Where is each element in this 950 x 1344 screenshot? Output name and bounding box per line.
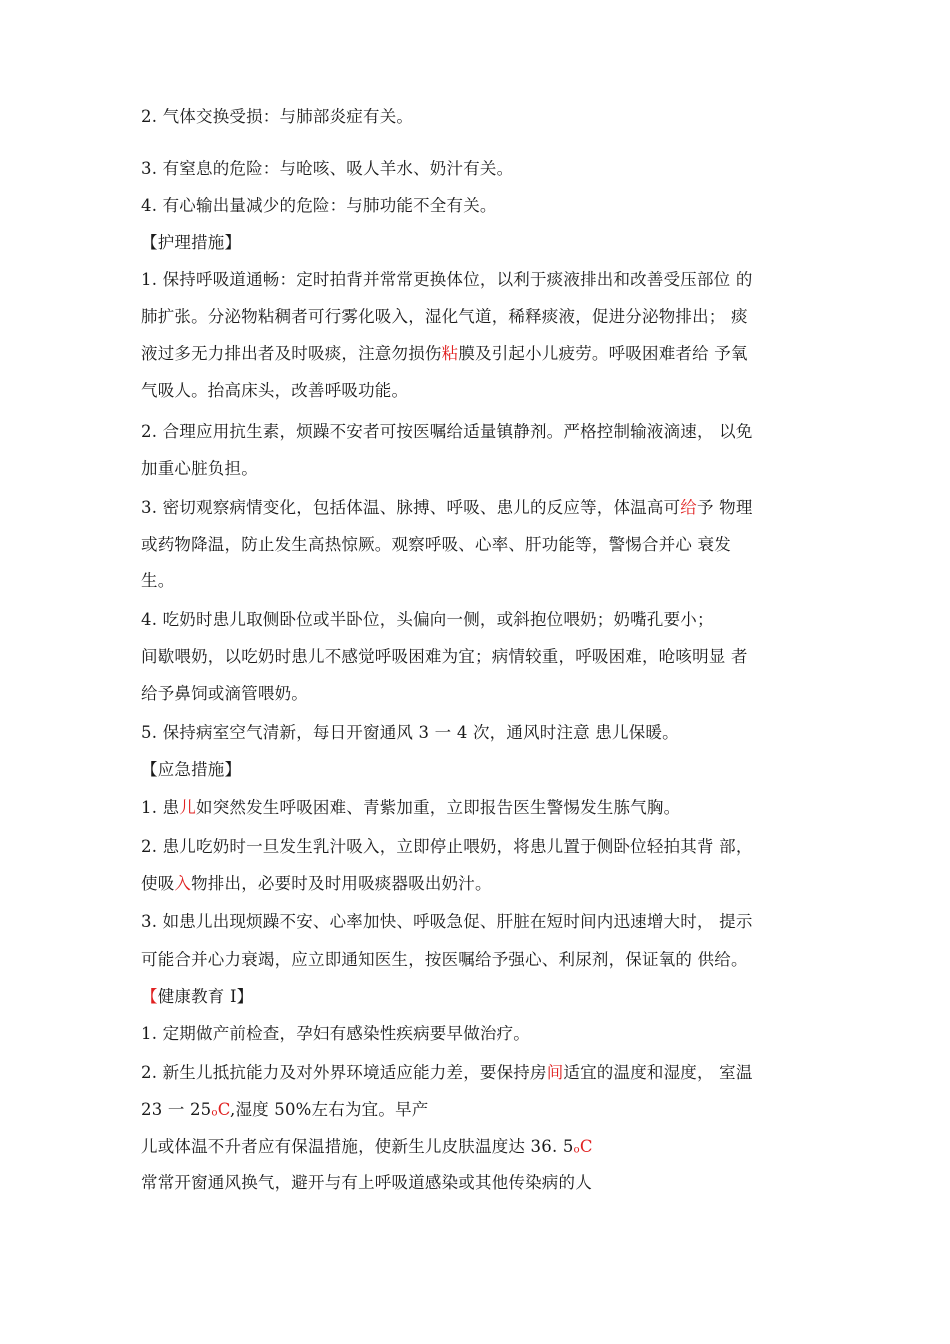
- section-heading-emergency: 【应急措施】: [141, 760, 242, 779]
- nursing-item-3-line-3: 生。: [141, 571, 175, 590]
- celsius-unit: C: [579, 1137, 593, 1156]
- degree-mark: o: [211, 1107, 218, 1119]
- text-run: 液过多无力排出者及时吸痰，注意勿损伤: [141, 344, 442, 363]
- highlighted-char: 给: [680, 498, 697, 517]
- highlighted-char: 间: [546, 1063, 564, 1082]
- emergency-item-2-line-1: 2. 患儿吃奶时一旦发生乳汁吸入，立即停止喂奶，将患儿置于侧卧位轻拍其背 部，: [141, 837, 753, 856]
- degree-mark: o: [573, 1144, 580, 1156]
- highlighted-bracket: 【: [141, 987, 158, 1006]
- education-item-2-line-3: [141, 1135, 822, 1163]
- text-run: 膜及引起小儿疲劳。呼吸困难者给 予氧: [458, 344, 748, 363]
- emergency-item-1: [141, 796, 822, 820]
- text-run: 予 物理: [697, 498, 753, 517]
- text-run: 1. 患: [141, 798, 180, 817]
- nursing-item-1-line-2: 肺扩张。分泌物粘稠者可行雾化吸入，湿化气道，稀释痰液，促进分泌物排出； 痰: [141, 307, 748, 326]
- nursing-item-3-line-2: 或药物降温，防止发生高热惊厥。观察呼吸、心率、肝功能等，警惕合并心 衰发: [141, 535, 731, 554]
- text-run: 物排出，必要时及时用吸痰器吸出奶汁。: [191, 874, 492, 893]
- text-run: 适宜的温度和湿度， 室温: [563, 1063, 753, 1082]
- nursing-item-2-line-2: 加重心脏负担。: [141, 459, 258, 478]
- nursing-item-4-line-2: 间歇喂奶，以吃奶时患儿不感觉呼吸困难为宜；病情较重，呼吸困难，呛咳明显 者: [141, 647, 748, 666]
- nursing-item-5: 5. 保持病室空气清新，每日开窗通风 3 一 4 次，通风时注意 患儿保暖。: [141, 723, 679, 742]
- nursing-item-2-line-1: 2. 合理应用抗生素，烦躁不安者可按医嘱给适量镇静剂。严格控制输液滴速， 以免: [141, 422, 753, 441]
- text-run: 2. 新生儿抵抗能力及对外界环境适应能力差，要保持房: [141, 1063, 547, 1082]
- text-run: 健康教育 I】: [157, 987, 254, 1006]
- nursing-item-1-line-4: 气吸人。抬高床头，改善呼吸功能。: [141, 381, 409, 400]
- highlighted-char: 儿: [179, 798, 196, 817]
- nursing-item-4-line-1: 4. 吃奶时患儿取侧卧位或半卧位，头偏向一侧，或斜抱位喂奶；奶嘴孔要小；: [141, 610, 714, 629]
- text-run: 如突然发生呼吸困难、青紫加重，立即报告医生警惕发生胨气胸。: [196, 798, 681, 817]
- nursing-item-4-line-3: 给予鼻饲或滴管喂奶。: [141, 684, 308, 703]
- education-item-2-line-1: [141, 1061, 822, 1085]
- emergency-item-3-line-1: 3. 如患儿出现烦躁不安、心率加快、呼吸急促、肝脏在短时间内迅速增大时， 提示: [141, 912, 753, 931]
- text-run: ,湿度 50%左右为宜。早产: [230, 1100, 429, 1119]
- text-run: 23 一 25: [141, 1100, 212, 1119]
- section-heading-nursing: 【护理措施】: [141, 233, 242, 252]
- text-run: 使吸: [141, 874, 175, 893]
- diagnosis-item-2: 2. 气体交换受损：与肺部炎症有关。: [141, 107, 414, 126]
- highlighted-char: 入: [174, 874, 192, 893]
- emergency-item-3-line-2: 可能合并心力衰竭，应立即通知医生，按医嘱给予强心、利尿剂，保证氧的 供给。: [141, 950, 748, 969]
- text-run: 3. 密切观察病情变化，包括体温、脉搏、呼吸、患儿的反应等，体温高可: [141, 498, 681, 517]
- nursing-item-3-line-1: [141, 496, 822, 520]
- nursing-item-1-line-3: [141, 342, 822, 366]
- nursing-item-1-line-1: 1. 保持呼吸道通畅：定时拍背并常常更换体位，以利于痰液排出和改善受压部位 的: [141, 270, 753, 289]
- emergency-item-2-line-2: [141, 872, 822, 896]
- diagnosis-item-3: 3. 有窒息的危险：与呛咳、吸人羊水、奶汁有关。: [141, 159, 514, 178]
- education-item-1: 1. 定期做产前检查，孕妇有感染性疾病要早做治疗。: [141, 1024, 530, 1043]
- celsius-unit: C: [217, 1100, 230, 1119]
- education-item-2-line-4: 常常开窗通风换气，避开与有上呼吸道感染或其他传染病的人: [141, 1173, 592, 1192]
- section-heading-health-education: [141, 985, 822, 1009]
- diagnosis-item-4: 4. 有心输出量减少的危险：与肺功能不全有关。: [141, 196, 497, 215]
- education-item-2-line-2: [141, 1098, 822, 1126]
- highlighted-char: 粘: [441, 344, 459, 363]
- text-run: 儿或体温不升者应有保温措施，使新生儿皮肤温度达 36. 5: [141, 1137, 574, 1156]
